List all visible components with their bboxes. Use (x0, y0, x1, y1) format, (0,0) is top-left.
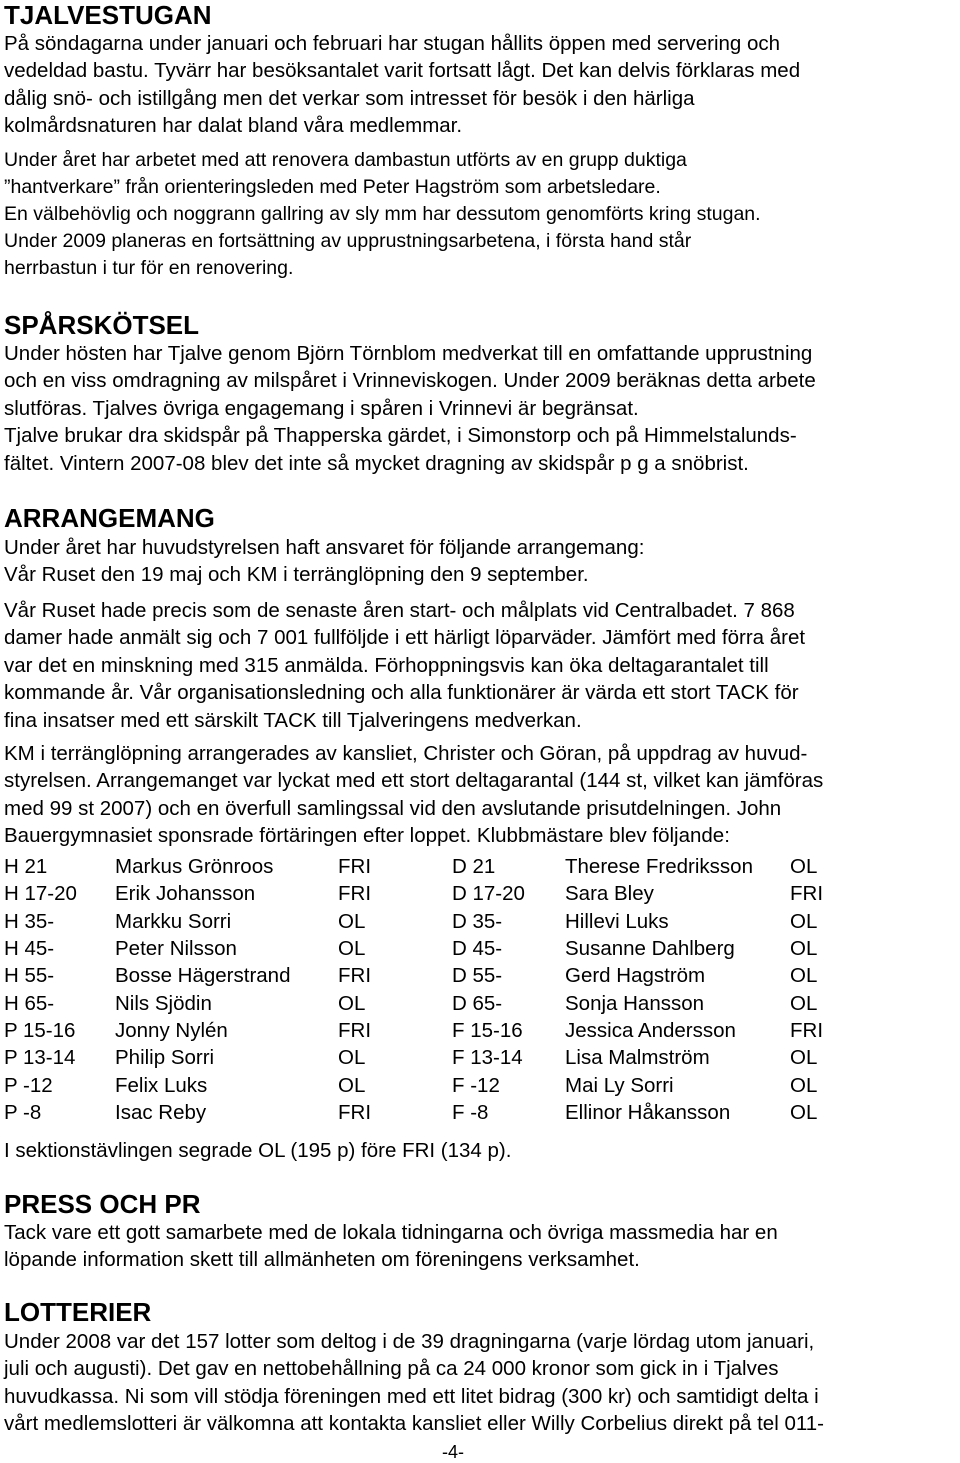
paragraph-sparskotsel (4, 340, 958, 477)
table-row (4, 1099, 954, 1126)
text-line: fältet. Vintern 2007-08 blev det inte så mycket dragning av skidspår p g a snöbrist. (4, 451, 749, 475)
text-line: styrelsen. Arrangemanget var lyckat med ett stort deltagarantal (144 st, vilket kan jämföras (4, 769, 824, 793)
club-cell: OL (338, 937, 366, 960)
heading-arrangemang: ARRANGEMANG (4, 503, 215, 533)
name-cell: Nils Sjödin (115, 992, 212, 1015)
text-line: På söndagarna under januari och februari har stugan hållits öppen med servering och (4, 32, 781, 55)
club-cell: OL (790, 910, 818, 933)
heading-press-och-pr: PRESS OCH PR (4, 1189, 201, 1219)
class-cell: D 21 (452, 855, 496, 878)
class-cell: H 35- (4, 910, 55, 933)
club-cell: FRI (338, 882, 372, 905)
text-line: fina insatser med ett särskilt TACK till Tjalveringens medverkan. (4, 708, 582, 732)
text-line: Bauergymnasiet sponsrade förtäringen efter loppet. Klubbmästare blev följande: (4, 824, 730, 848)
text-line: kolmårdsnaturen har dalat bland våra medlemmar. (4, 114, 463, 138)
club-cell: OL (790, 964, 818, 987)
club-cell: FRI (790, 882, 824, 905)
name-cell: Sara Bley (565, 882, 654, 905)
text-line: och en viss omdragning av milspåret i Vrinneviskogen. Under 2009 beräknas detta arbete (4, 369, 816, 393)
table-row (4, 1072, 954, 1099)
club-cell: OL (790, 992, 818, 1015)
table-row (4, 1044, 954, 1071)
paragraph-arrangemang-1 (4, 534, 958, 589)
class-cell: F 15-16 (452, 1019, 523, 1042)
club-cell: FRI (790, 1019, 824, 1042)
text-line: löpande information skett till allmänheten om föreningens verksamhet. (4, 1248, 640, 1272)
class-cell: F -12 (452, 1074, 500, 1097)
club-cell: OL (338, 910, 366, 933)
table-row (4, 935, 954, 962)
heading-sparskotsel: SPÅRSKÖTSEL (4, 310, 200, 340)
paragraph-arrangemang-2 (4, 597, 958, 734)
class-cell: H 55- (4, 964, 55, 987)
text-line: slutföras. Tjalves övriga engagemang i spåren i Vrinnevi är begränsat. (4, 396, 639, 420)
name-cell: Sonja Hansson (565, 992, 705, 1015)
club-cell: OL (790, 937, 818, 960)
table-row (4, 962, 954, 989)
text-line: Vår Ruset hade precis som de senaste åren start- och målplats vid Centralbadet. 7 868 (4, 599, 795, 622)
text-line: damer hade anmält sig och 7 001 fullföljde i ett härligt löparväder. Jämfört med förra året (4, 626, 806, 650)
text-line: KM i terränglöpning arrangerades av kansliet, Christer och Göran, på uppdrag av huvud- (4, 742, 808, 765)
class-cell: D 45- (452, 937, 503, 960)
club-cell: OL (790, 1074, 818, 1097)
class-cell: P -12 (4, 1074, 53, 1097)
class-cell: H 17-20 (4, 882, 77, 905)
club-cell: OL (790, 1101, 818, 1124)
paragraph-arrangemang-3 (4, 740, 958, 850)
table-row (4, 908, 954, 935)
name-cell: Ellinor Håkansson (565, 1101, 731, 1124)
text-line: ”hantverkare” från orienteringsleden med Peter Hagström som arbetsledare. (4, 176, 661, 198)
heading-lotterier: LOTTERIER (4, 1297, 152, 1327)
paragraph-arrangemang-4 (4, 1137, 958, 1164)
paragraph-press (4, 1219, 958, 1274)
text-line: Vår Ruset den 19 maj och KM i terränglöpning den 9 september. (4, 563, 589, 587)
name-cell: Isac Reby (115, 1101, 207, 1124)
text-line: herrbastun i tur för en renovering. (4, 257, 294, 279)
name-cell: Markku Sorri (115, 910, 232, 933)
class-cell: P 15-16 (4, 1019, 76, 1042)
name-cell: Hillevi Luks (565, 910, 669, 933)
text-line: I sektionstävlingen segrade OL (195 p) före FRI (134 p). (4, 1139, 512, 1162)
class-cell: H 21 (4, 855, 48, 878)
class-cell: D 65- (452, 992, 503, 1015)
text-line: var det en minskning med 315 anmälda. Förhoppningsvis kan öka deltagarantalet till (4, 653, 769, 677)
text-line: huvudkassa. Ni som vill stödja föreningen med ett litet bidrag (300 kr) och samtidigt delta i (4, 1384, 819, 1408)
name-cell: Erik Johansson (115, 882, 256, 905)
name-cell: Jonny Nylén (115, 1019, 228, 1042)
club-cell: OL (790, 855, 818, 878)
text-line: vårt medlemslotteri är välkomna att kontakta kansliet eller Willy Corbelius direkt på tel 011- (4, 1412, 824, 1436)
name-cell: Therese Fredriksson (565, 855, 753, 878)
text-line: juli och augusti). Det gav en nettobehållning på ca 24 000 kronor som gick in i Tjalves (4, 1357, 779, 1381)
club-cell: OL (338, 1074, 366, 1097)
paragraph-tjalvestugan-2 (4, 147, 958, 282)
text-line: Under året har arbetet med att renovera dambastun utförts av en grupp duktiga (4, 149, 687, 171)
text-line: Under 2008 var det 157 lotter som deltog i de 39 dragningarna (varje lördag utom januari, (4, 1330, 815, 1353)
class-cell: P -8 (4, 1101, 42, 1124)
name-cell: Bosse Hägerstrand (115, 964, 291, 987)
table-row (4, 990, 954, 1017)
text-line: Tjalve brukar dra skidspår på Thapperska gärdet, i Simonstorp och på Himmelstalunds- (4, 424, 797, 448)
paragraph-lotterier (4, 1328, 958, 1438)
name-cell: Peter Nilsson (115, 937, 237, 960)
club-cell: FRI (338, 1101, 372, 1124)
text-line: kommande år. Vår organisationsledning och alla funktionärer är värda ett stort TACK för (4, 681, 799, 705)
class-cell: D 17-20 (452, 882, 525, 905)
club-cell: FRI (338, 1019, 372, 1042)
table-row (4, 880, 954, 907)
class-cell: D 55- (452, 964, 503, 987)
class-cell: D 35- (452, 910, 503, 933)
name-cell: Felix Luks (115, 1074, 208, 1097)
table-row (4, 1017, 954, 1044)
class-cell: F -8 (452, 1101, 489, 1124)
name-cell: Markus Grönroos (115, 855, 274, 878)
club-cell: FRI (338, 964, 372, 987)
name-cell: Susanne Dahlberg (565, 937, 735, 960)
name-cell: Mai Ly Sorri (565, 1074, 674, 1097)
name-cell: Lisa Malmström (565, 1046, 710, 1069)
class-cell: H 45- (4, 937, 55, 960)
name-cell: Gerd Hagström (565, 964, 706, 987)
text-line: vedeldad bastu. Tyvärr har besöksantalet varit fortsatt lågt. Det kan delvis förklaras med (4, 59, 801, 83)
text-line: med 99 st 2007) och en överfull samlingssal vid den avslutande prisutdelningen. John (4, 796, 782, 820)
text-line: dålig snö- och istillgång men det verkar som intresset för besök i den härliga (4, 86, 695, 110)
text-line: Under 2009 planeras en fortsättning av upprustningsarbetena, i första hand står (4, 230, 692, 252)
paragraph-tjalvestugan-1 (4, 30, 958, 140)
club-cell: OL (790, 1046, 818, 1069)
text-line: Under hösten har Tjalve genom Björn Törnblom medverkat till en omfattande upprustning (4, 342, 813, 365)
text-line: Tack vare ett gott samarbete med de lokala tidningarna och övriga massmedia har en (4, 1221, 778, 1244)
club-cell: FRI (338, 855, 372, 878)
class-cell: H 65- (4, 992, 55, 1015)
text-line: En välbehövlig och noggrann gallring av sly mm har dessutom genomförts kring stugan. (4, 203, 761, 225)
club-cell: OL (338, 992, 366, 1015)
class-cell: F 13-14 (452, 1046, 523, 1069)
name-cell: Jessica Andersson (565, 1019, 736, 1042)
text-line: Under året har huvudstyrelsen haft ansvaret för följande arrangemang: (4, 536, 645, 559)
page-number: -4- (442, 1442, 464, 1462)
name-cell: Philip Sorri (115, 1046, 215, 1069)
class-cell: P 13-14 (4, 1046, 76, 1069)
heading-tjalvestugan: TJALVESTUGAN (4, 0, 212, 30)
club-cell: OL (338, 1046, 366, 1069)
table-row (4, 853, 954, 880)
